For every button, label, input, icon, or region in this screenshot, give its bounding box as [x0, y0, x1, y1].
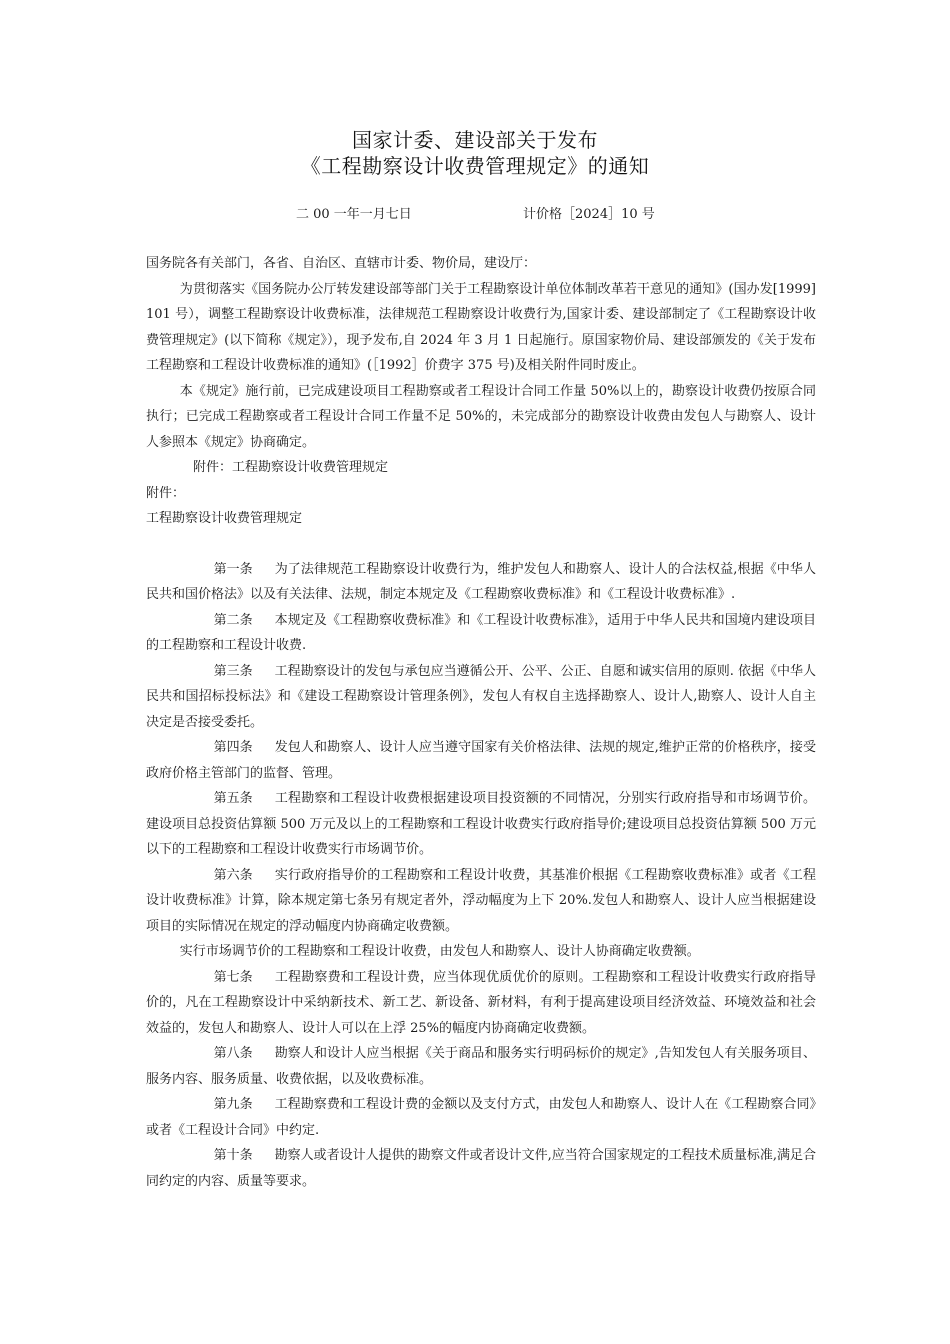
article-text: 为了法律规范工程勘察设计收费行为，维护发包人和勘察人、设计人的合法权益,根据《中华人民共和国价格法》以及有关法律、法规，制定本规定及《工程勘察收费标准》和《工程设计收费标准》. [146, 561, 816, 602]
article-number: 第四条 [213, 740, 253, 755]
article-number: 第五条 [213, 791, 253, 806]
attachment-note: 附件：工程勘察设计收费管理规定 [193, 460, 389, 475]
regulation-title: 工程勘察设计收费管理规定 [146, 511, 303, 526]
article-text: 本规定及《工程勘察收费标准》和《工程设计收费标准》，适用于中华人民共和国境内建设项目的工程勘察和工程设计收费. [146, 612, 816, 653]
document-title-line2: 《工程勘察设计收费管理规定》的通知 [300, 154, 650, 178]
article-number: 第三条 [213, 663, 253, 679]
article-6 [146, 863, 816, 940]
article-10 [146, 1143, 816, 1194]
spacer [146, 532, 816, 557]
article-text: 工程勘察费和工程设计费的金额以及支付方式，由发包人和勘察人、设计人在《工程勘察合同》或者《工程设计合同》中约定. [146, 1097, 816, 1138]
document-title-line1: 国家计委、建设部关于发布 [352, 128, 598, 152]
article-text: 工程勘察和工程设计收费根据建设项目投资额的不同情况，分别实行政府指导和市场调节价。建设项目总投资估算额 500 万元及以上的工程勘察和工程设计收费实行政府指导价;建设项目总投资估算额 500 万元以下的工程勘察和工程设计收费实行市场调节价。 [146, 791, 816, 857]
document-body [146, 251, 816, 1194]
article-4 [146, 735, 816, 786]
article-number: 第六条 [213, 867, 253, 883]
notice-paragraph-2: 本《规定》施行前，已完成建设项目工程勘察或者工程设计合同工作量 50%以上的，勘察设计收费仍按原合同执行；已完成工程勘察或者工程设计合同工作量不足 50%的，未完成部分的勘察设计收费由发包人与勘察人、设计人参照本《规定》协商确定。 [146, 383, 816, 450]
article-2 [146, 608, 816, 659]
document-number: 计价格［2024］10 号 [523, 207, 655, 222]
attachment-label: 附件： [146, 485, 186, 501]
article-text: 工程勘察设计的发包与承包应当遵循公开、公平、公正、自愿和诚实信用的原则. 依据《中华人民共和国招标投标法》和《建设工程勘察设计管理条例》，发包人有权自主选择勘察人、设计人,勘察人、设计人自主决定是否接受委托。 [146, 663, 816, 730]
article-number: 第一条 [213, 561, 253, 577]
article-8 [146, 1041, 816, 1092]
article-9 [146, 1092, 816, 1143]
article-number: 第十条 [213, 1148, 253, 1163]
issue-date: 二 00 一年一月七日 [296, 207, 412, 222]
article-number: 第二条 [213, 612, 253, 628]
article-text: 工程勘察费和工程设计费，应当体现优质优价的原则。工程勘察和工程设计收费实行政府指导价的，凡在工程勘察设计中采纳新技术、新工艺、新设备、新材料，有利于提高建设项目经济效益、环境效益和社会效益的，发包人和勘察人、设计人可以在上浮 25%的幅度内协商确定收费额。 [146, 969, 816, 1036]
article-number: 第八条 [213, 1046, 253, 1061]
article-3 [146, 659, 816, 736]
article-7 [146, 965, 816, 1042]
article-number: 第九条 [213, 1097, 253, 1112]
article-text: 实行政府指导价的工程勘察和工程设计收费，其基准价根据《工程勘察收费标准》或者《工程设计收费标准》计算，除本规定第七条另有规定者外，浮动幅度为上下 20%.发包人和勘察人、设计人应当根据建设项目的实际情况在规定的浮动幅度内协商确定收费额。 [146, 867, 816, 934]
addressee: 国务院各有关部门，各省、自治区、直辖市计委、物价局，建设厅： [146, 256, 537, 271]
article-text: 勘察人和设计人应当根据《关于商品和服务实行明码标价的规定》,告知发包人有关服务项目、服务内容、服务质量、收费依据，以及收费标准。 [146, 1046, 816, 1087]
article-5 [146, 786, 816, 863]
article-text: 发包人和勘察人、设计人应当遵守国家有关价格法律、法规的规定,维护正常的价格秩序，接受政府价格主管部门的监督、管理。 [146, 740, 816, 781]
article-number: 第七条 [213, 969, 253, 985]
article-6-supplement: 实行市场调节价的工程勘察和工程设计收费，由发包人和勘察人、设计人协商确定收费额。 [179, 944, 700, 959]
notice-paragraph-1: 为贯彻落实《国务院办公厅转发建设部等部门关于工程勘察设计单位体制改革若干意见的通知》(国办发[1999] 101 号），调整工程勘察设计收费标准，法律规范工程勘察设计收费行为,国家计委、建设部制定了《工程勘察设计收费管理规定》(以下简称《规定》），现予发布,自 2024 年 3 月 1 日起施行。原国家物价局、建设部颁发的《关于发布工程勘察和工程设计收费标准的通知》(［1992］价费字 375 号)及相关附件同时废止。 [146, 281, 816, 373]
article-1 [146, 557, 816, 608]
article-text: 勘察人或者设计人提供的勘察文件或者设计文件,应当符合国家规定的工程技术质量标准,满足合同约定的内容、质量等要求。 [146, 1148, 816, 1189]
